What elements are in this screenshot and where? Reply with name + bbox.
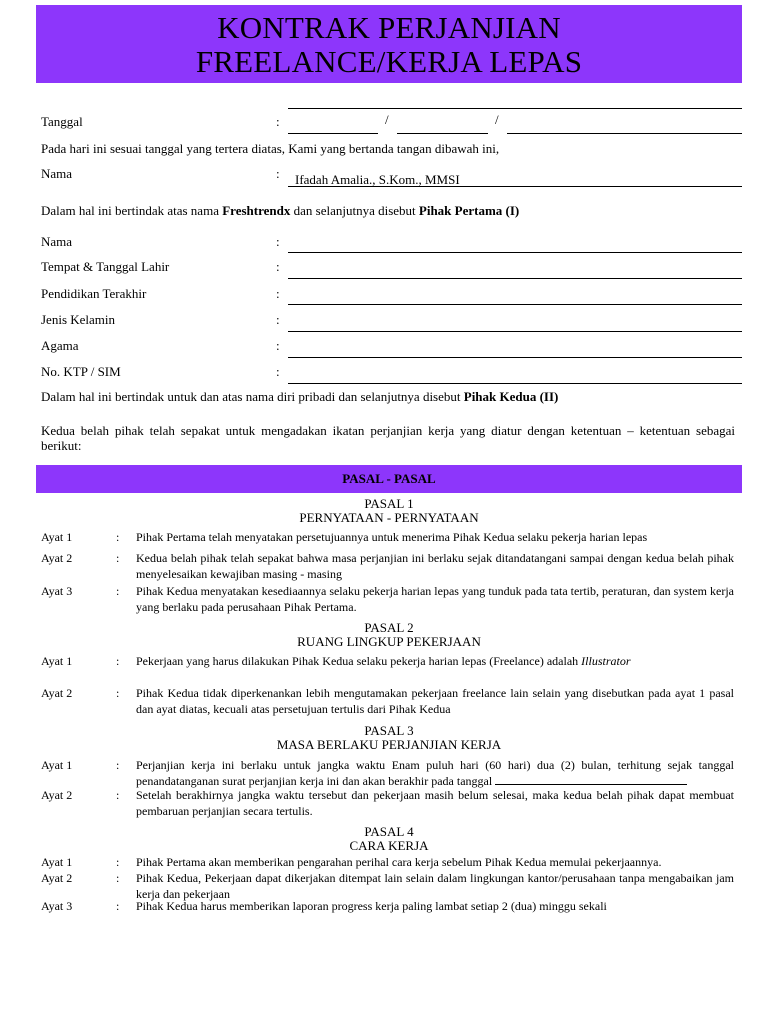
pasal-number: PASAL 1	[364, 496, 414, 511]
field-label-ktp-sim: No. KTP / SIM	[41, 364, 121, 379]
pasal-number: PASAL 4	[364, 824, 414, 839]
header-title-line2: FREELANCE/KERJA LEPAS	[195, 44, 583, 79]
ayat-text: Pihak Kedua tidak diperkenankan lebih mengutamakan pekerjaan freelance lain selain yang disebutkan pada ayat 1 pasal dan ayat diatas, kecuali atas persetujuan tertulis dari Pihak Kedua	[136, 686, 734, 716]
field-label-nama: Nama	[41, 234, 73, 249]
ayat-label: Ayat 1	[41, 855, 73, 869]
field-label-agama: Agama	[41, 338, 79, 353]
field-line-ktp-sim[interactable]	[288, 383, 742, 384]
ayat-colon: :	[116, 855, 120, 869]
section-title-bar: PASAL - PASAL	[36, 465, 742, 493]
ayat-colon: :	[116, 551, 120, 565]
field-line-tempat-tanggal-lahir[interactable]	[288, 278, 742, 279]
ayat-text: Pihak Pertama akan memberikan pengarahan perihal cara kerja sebelum Pihak Kedua memulai pekerjaannya.	[136, 855, 662, 869]
end-date-field[interactable]	[495, 774, 687, 785]
ayat-colon: :	[116, 871, 120, 885]
ayat-label: Ayat 2	[41, 871, 73, 885]
ayat-colon: :	[116, 530, 120, 544]
ayat-text: Pekerjaan yang harus dilakukan Pihak Kedua selaku pekerja harian lepas (Freelance) adalah Illustrator	[136, 654, 631, 668]
field-label-pendidikan: Pendidikan Terakhir	[41, 286, 147, 301]
ayat-text: Pihak Pertama telah menyatakan persetujuannya untuk menerima Pihak Kedua selaku pekerja harian lepas	[136, 530, 648, 544]
pasal-title: MASA BERLAKU PERJANJIAN KERJA	[276, 737, 502, 752]
tanggal-separator-1: /	[385, 112, 389, 127]
field-colon: :	[276, 286, 280, 301]
ayat-label: Ayat 2	[41, 551, 73, 565]
tanggal-year-field[interactable]	[507, 133, 742, 134]
field-line-jenis-kelamin[interactable]	[288, 331, 742, 332]
field-colon: :	[276, 234, 280, 249]
ayat-text: Setelah berakhirnya jangka waktu tersebut dan pekerjaan masih belum selesai, maka kedua belah pihak dapat membuat pembaruan perjanjian secara tertulis.	[136, 788, 734, 818]
ayat-colon: :	[116, 899, 120, 913]
field-colon: :	[276, 259, 280, 274]
first-party-nama-value: Ifadah Amalia., S.Kom., MMSI	[295, 172, 460, 187]
field-colon: :	[276, 364, 280, 379]
ayat-label: Ayat 1	[41, 530, 73, 544]
ayat-text: Pihak Kedua harus memberikan laporan progress kerja paling lambat setiap 2 (dua) minggu sekali	[136, 899, 607, 913]
tanggal-day-field[interactable]	[288, 133, 378, 134]
role-name: Illustrator	[581, 654, 631, 668]
first-party-nama-label: Nama	[41, 166, 73, 181]
ayat-colon: :	[116, 686, 120, 700]
agreement-text: Kedua belah pihak telah sepakat untuk mengadakan ikatan perjanjian kerja yang diatur dengan ketentuan – ketentuan sebagai berikut:	[41, 423, 735, 453]
ayat-colon: :	[116, 654, 120, 668]
first-party-nama-colon: :	[276, 166, 280, 181]
ayat-colon: :	[116, 584, 120, 598]
ayat-text: Pihak Kedua menyatakan kesediaannya selaku pekerja harian lepas yang tunduk pada tata tertib, peraturan, dan system kerja yang berlaku pada perusahaan Pihak Pertama.	[136, 584, 734, 614]
field-line-pendidikan[interactable]	[288, 304, 742, 305]
ayat-label: Ayat 2	[41, 686, 73, 700]
ayat-label: Ayat 3	[41, 584, 73, 598]
pasal-number: PASAL 2	[364, 620, 414, 635]
document-header	[36, 5, 742, 83]
first-party-name: Pihak Pertama (I)	[418, 203, 520, 218]
ayat-colon: :	[116, 758, 120, 772]
pasal-number: PASAL 3	[364, 723, 414, 738]
field-line-nama[interactable]	[288, 252, 742, 253]
first-party-statement: Dalam hal ini bertindak atas nama Freshtrendx dan selanjutnya disebut Pihak Pertama (I)	[41, 203, 520, 218]
intro-text: Pada hari ini sesuai tanggal yang tertera diatas, Kami yang bertanda tangan dibawah ini,	[41, 141, 500, 156]
tanggal-separator-2: /	[495, 112, 499, 127]
tanggal-label: Tanggal	[41, 114, 83, 129]
header-title-line1: KONTRAK PERJANJIAN	[217, 10, 561, 45]
pasal-title: PERNYATAAN - PERNYATAAN	[299, 510, 479, 525]
ayat-colon: :	[116, 788, 120, 802]
second-party-statement: Dalam hal ini bertindak untuk dan atas nama diri pribadi dan selanjutnya disebut Pihak Kedua (II)	[41, 389, 559, 404]
ayat-label: Ayat 2	[41, 788, 73, 802]
tanggal-top-line	[288, 108, 742, 109]
field-line-agama[interactable]	[288, 357, 742, 358]
first-party-nama-line	[288, 186, 742, 187]
field-label-tempat-tanggal-lahir: Tempat & Tanggal Lahir	[41, 259, 170, 274]
company-name: Freshtrendx	[222, 203, 291, 218]
ayat-label: Ayat 3	[41, 899, 73, 913]
tanggal-month-field[interactable]	[397, 133, 488, 134]
ayat-text: Perjanjian kerja ini berlaku untuk jangka waktu Enam puluh hari (60 hari) dua (2) bulan, terhitung sejak tanggal penandatanganan surat perjanjian kerja ini dan akan berakhir pada tanggal	[136, 758, 734, 788]
tanggal-colon: :	[276, 114, 280, 129]
pasal-title: RUANG LINGKUP PEKERJAAN	[297, 634, 481, 649]
second-party-name: Pihak Kedua (II)	[463, 389, 559, 404]
ayat-label: Ayat 1	[41, 654, 73, 668]
ayat-text: Pihak Kedua, Pekerjaan dapat dikerjakan ditempat lain selain dalam lingkungan kantor/perusahaan tanpa mengabaikan jam kerja dan pekerjaan	[136, 871, 734, 901]
field-colon: :	[276, 312, 280, 327]
ayat-label: Ayat 1	[41, 758, 73, 772]
field-colon: :	[276, 338, 280, 353]
pasal-title: CARA KERJA	[349, 838, 429, 853]
ayat-text: Kedua belah pihak telah sepakat bahwa masa perjanjian ini berlaku sejak ditandatangani sampai dengan kedua belah pihak menyelesaikan kewajiban masing - masing	[136, 551, 734, 581]
field-label-jenis-kelamin: Jenis Kelamin	[41, 312, 116, 327]
